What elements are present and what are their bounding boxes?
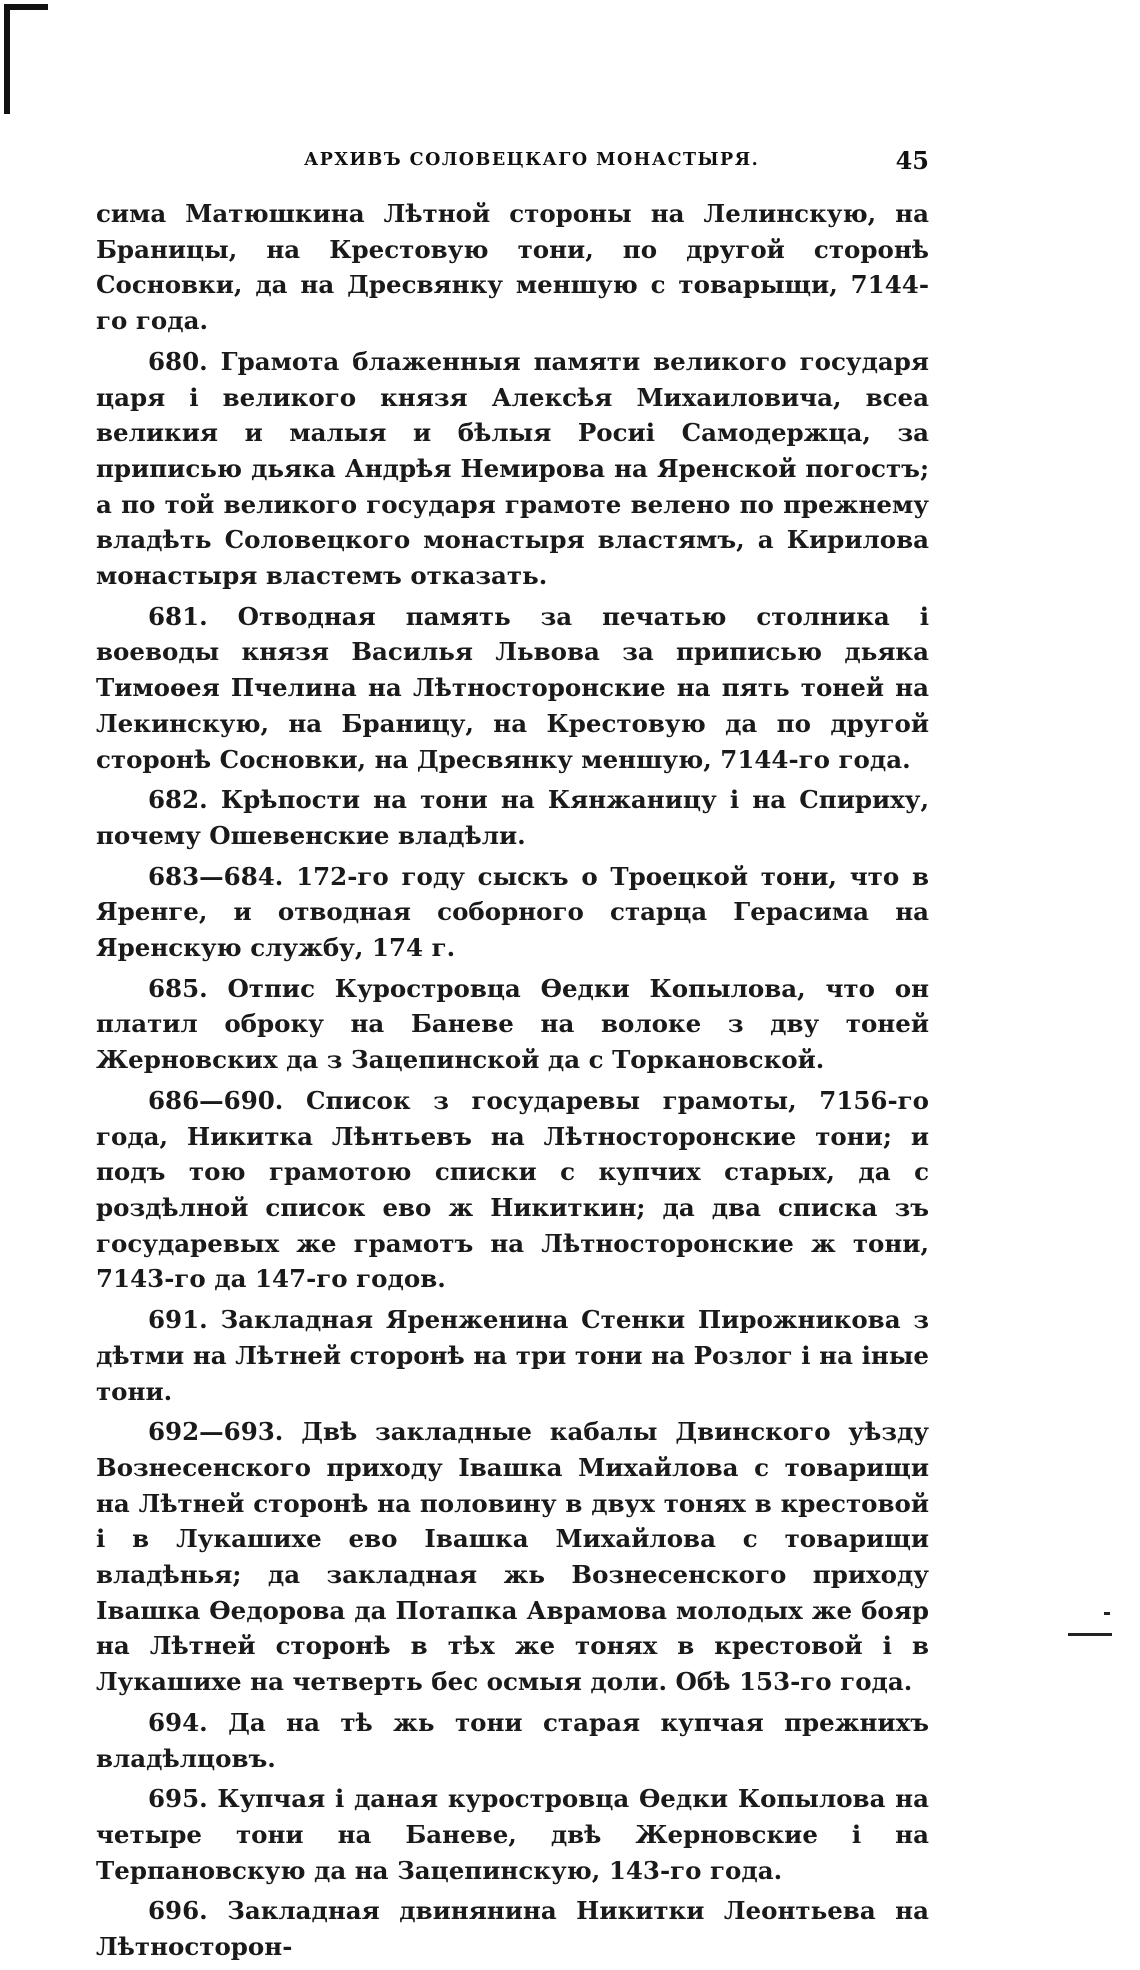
- scan-corner-mark-vertical: [4, 4, 10, 114]
- page-header: [304, 148, 929, 174]
- entry-686-690: 686—690. Список з государевы грамоты, 7156-го года, Никитка Лѣнтьевъ на Лѣтносторонские тони; и подъ тою грамотою списки с купчих старых, да с роздѣлной список ево ж Никиткин; да два списка зъ государевых же грамотъ на Лѣтносторонские ж тони, 7143-го да 147-го годов.: [96, 1085, 929, 1294]
- paragraph-continuation: сима Матюшкина Лѣтной стороны на Лелинскую, на Браницы, на Крестовую тони, по другой сторонѣ Сосновки, да на Дресвянку меншую с товарыщи, 7144-го года.: [96, 199, 929, 336]
- entry-692-693: 692—693. Двѣ закладные кабалы Двинского уѣзду Вознесенского приходу Івашка Михайлова с товарищи на Лѣтней сторонѣ на половину в двух тонях в крестовой і в Лукашихе ево Івашка Михайлова с товарищи владѣнья; да закладная жь Вознесенского приходу Івашка Ѳедорова да Потапка Аврамова молодых же бояр на Лѣтней сторонѣ в тѣх же тонях в крестовой і в Лукашихе на четверть бес осмыя доли. Обѣ 153-го года.: [96, 1417, 929, 1697]
- entry-691: 691. Закладная Яренженина Стенки Пирожникова з дѣтми на Лѣтней сторонѣ на три тони на Розлог і на іные тони.: [96, 1305, 929, 1406]
- entry-696: 696. Закладная двинянина Никитки Леонтьева на Лѣтносторон-: [96, 1896, 929, 1962]
- margin-tick-mark: [1104, 1612, 1110, 1615]
- margin-dash-mark: [1068, 1633, 1112, 1636]
- entry-694: 694. Да на тѣ жь тони старая купчая прежнихъ владѣлцовъ.: [96, 1707, 929, 1773]
- entry-681: 681. Отводная память за печатью столника і воеводы князя Василья Львова за приписью дьяка Тимоѳея Пчелина на Лѣтносторонские на пять тоней на Лекинскую, на Браницу, на Крестовую да по другой сторонѣ Сосновки, на Дресвянку меншую, 7144-го года.: [96, 601, 929, 774]
- entry-682: 682. Крѣпости на тони на Кянжаницу і на Спириху, почему Ошевенские владѣли.: [96, 785, 929, 850]
- entry-685: 685. Отпис Куростровца Ѳедки Копылова, что он платил оброку на Баневе на волоке з дву тоней Жерновских да з Зацепинской да с Торкановской.: [96, 973, 929, 1075]
- entry-680: 680. Грамота блаженныя памяти великого государя царя і великого князя Алексѣя Михаиловича, всеа великия и малыя и бѣлыя Росиі Самодержца, за приписью дьяка Андрѣя Немирова на Яренской погостъ; а по той великого государя грамоте велено по прежнему владѣть Соловецкого монастыря властямъ, а Кирилова монастыря властемъ отказать.: [96, 346, 929, 591]
- page-number: 45: [895, 146, 929, 175]
- page-body: [96, 196, 929, 1970]
- entry-695: 695. Купчая і даная куростровца Ѳедки Копылова на четыре тони на Баневе, двѣ Жерновские і на Терпановскую да на Зацепинскую, 143-го года.: [96, 1784, 929, 1885]
- scan-corner-mark-horizontal: [4, 4, 48, 10]
- entry-683-684: 683—684. 172-го году сыскъ о Троецкой тони, что в Яренге, и отводная соборного старца Герасима на Яренскую службу, 174 г.: [96, 861, 929, 963]
- running-title: АРХИВЪ СОЛОВЕЦКАГО МОНАСТЫРЯ.: [304, 150, 760, 170]
